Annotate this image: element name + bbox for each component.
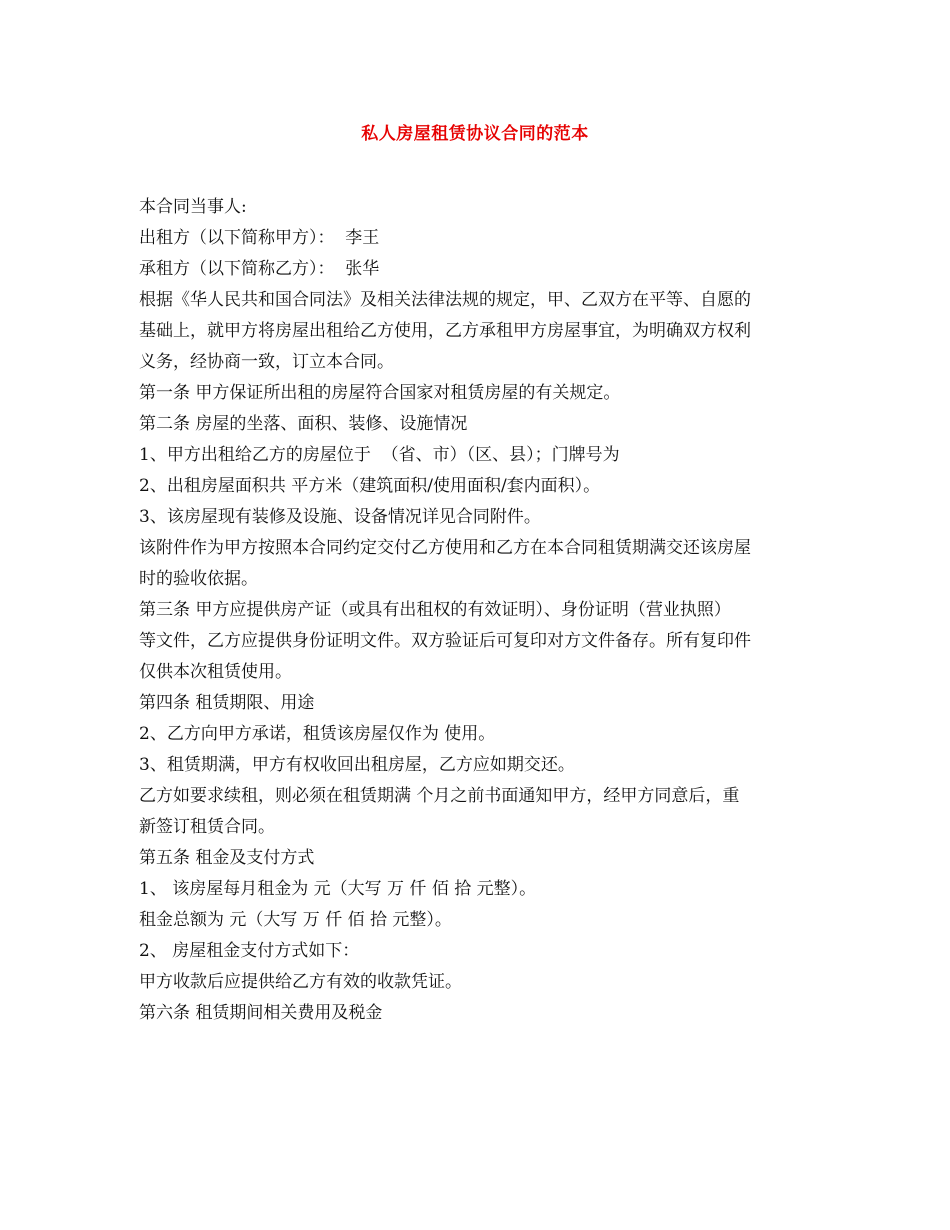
contract-line: 第五条 租金及支付方式 <box>139 848 315 868</box>
contract-line: 1、 该房屋每月租金为 元（大写 万 仟 佰 拾 元整）。 <box>139 879 537 899</box>
contract-line: 第二条 房屋的坐落、面积、装修、设施情况 <box>139 414 468 434</box>
contract-line: 本合同当事人: <box>139 197 247 217</box>
contract-line: 3、该房屋现有装修及设施、设备情况详见合同附件。 <box>139 507 541 527</box>
contract-line: 仅供本次租赁使用。 <box>139 662 292 682</box>
contract-line: 2、乙方向甲方承诺，租赁该房屋仅作为 使用。 <box>139 724 496 744</box>
contract-line: 该附件作为甲方按照本合同约定交付乙方使用和乙方在本合同租赁期满交还该房屋 <box>139 538 751 558</box>
contract-line: 第四条 租赁期限、用途 <box>139 693 315 713</box>
contract-line: 2、 房屋租金支付方式如下： <box>139 941 360 961</box>
contract-line: 出租方（以下简称甲方）： 李王 <box>139 228 380 248</box>
contract-line: 基础上，就甲方将房屋出租给乙方使用，乙方承租甲方房屋事宜，为明确双方权利 <box>139 321 751 341</box>
contract-line: 新签订租赁合同。 <box>139 817 275 837</box>
contract-line: 时的验收依据。 <box>139 569 258 589</box>
contract-line: 根据《华人民共和国合同法》及相关法律法规的规定，甲、乙双方在平等、自愿的 <box>139 290 751 310</box>
document-title: 私人房屋租赁协议合同的范本 <box>361 124 589 144</box>
contract-line: 承租方（以下简称乙方）： 张华 <box>139 259 380 279</box>
contract-line: 租金总额为 元（大写 万 仟 佰 拾 元整）。 <box>139 910 452 930</box>
contract-line: 1、甲方出租给乙方的房屋位于 （省、市）（区、县）；门牌号为 <box>139 445 620 465</box>
contract-line: 3、租赁期满，甲方有权收回出租房屋，乙方应如期交还。 <box>139 755 575 775</box>
contract-line: 甲方收款后应提供给乙方有效的收款凭证。 <box>139 972 462 992</box>
contract-line: 义务，经协商一致，订立本合同。 <box>139 352 394 372</box>
contract-body <box>139 192 819 1029</box>
contract-line: 等文件，乙方应提供身份证明文件。双方验证后可复印对方文件备存。所有复印件 <box>139 631 751 651</box>
contract-line: 第六条 租赁期间相关费用及税金 <box>139 1003 383 1023</box>
contract-line: 第一条 甲方保证所出租的房屋符合国家对租赁房屋的有关规定。 <box>139 383 621 403</box>
contract-line: 乙方如要求续租，则必须在租赁期满 个月之前书面通知甲方，经甲方同意后，重 <box>139 786 740 806</box>
contract-line: 2、出租房屋面积共 平方米（建筑面积/使用面积/套内面积）。 <box>139 476 601 496</box>
contract-line: 第三条 甲方应提供房产证（或具有出租权的有效证明）、身份证明（营业执照） <box>139 600 731 620</box>
